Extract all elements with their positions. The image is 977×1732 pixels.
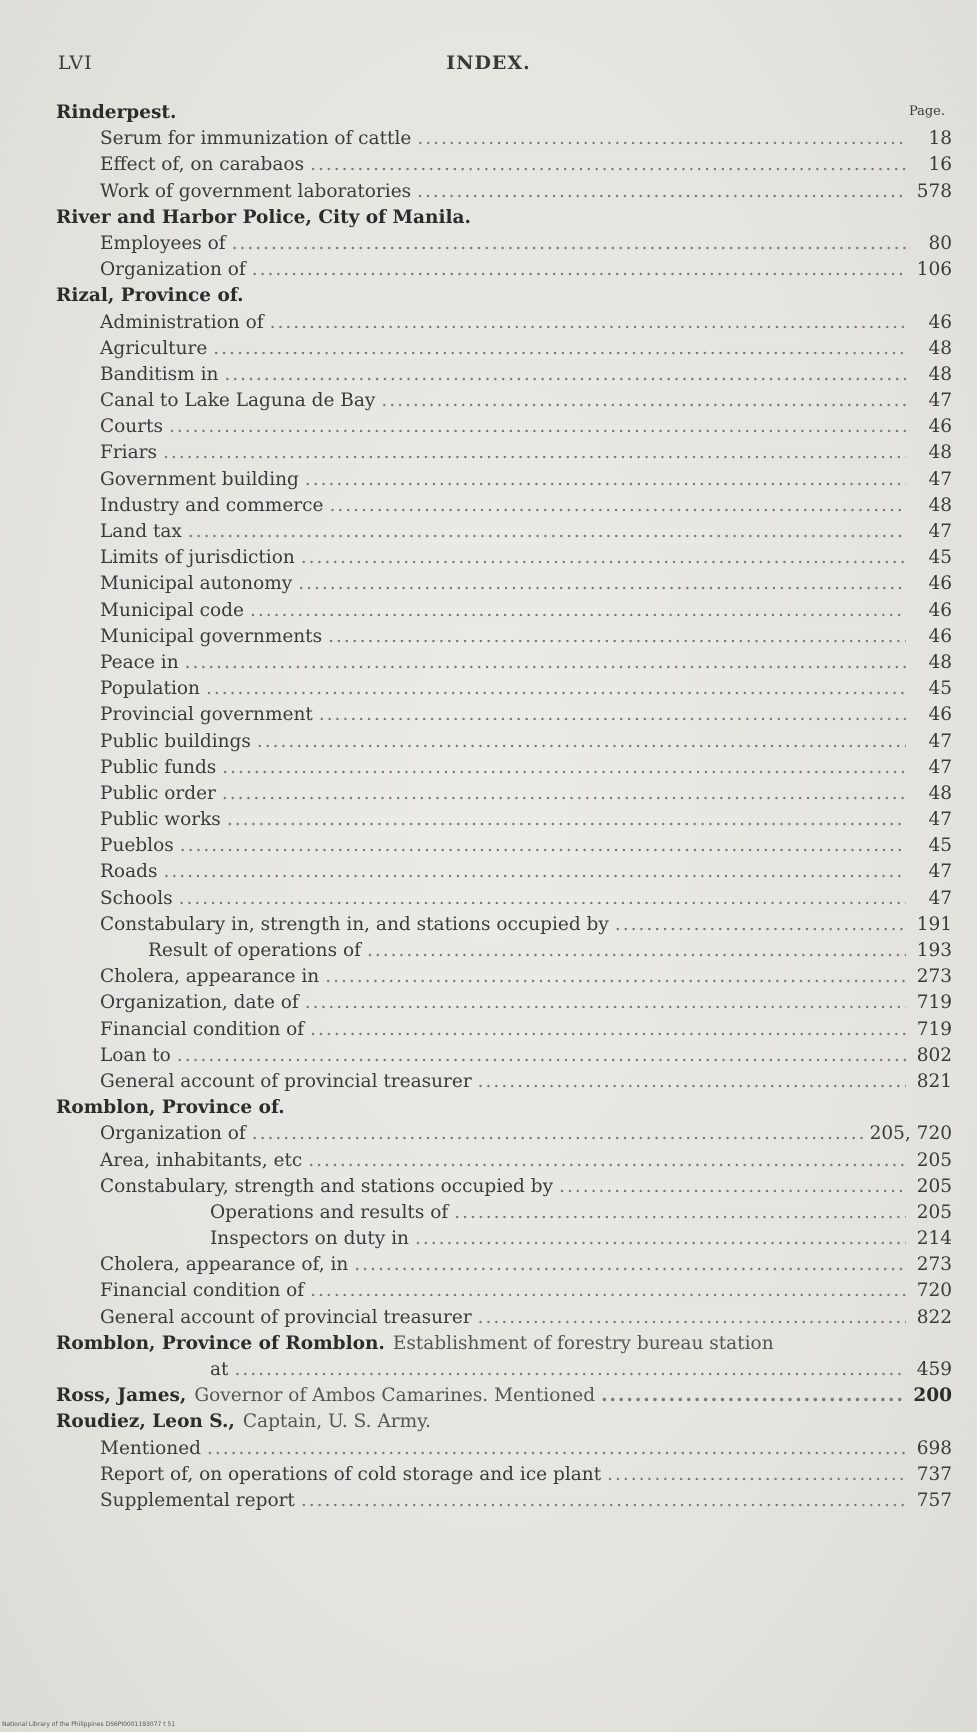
index-entry — [56, 1200, 952, 1226]
dot-leader — [415, 1226, 906, 1252]
entry-page-number: 822 — [916, 1306, 952, 1328]
dot-leader — [417, 126, 906, 152]
entry-page-number: 47 — [928, 756, 952, 778]
entry-page-number: 48 — [928, 782, 952, 804]
index-heading — [56, 100, 952, 126]
dot-leader — [559, 1174, 906, 1200]
index-entry — [56, 1148, 952, 1174]
index-entry — [56, 1069, 952, 1095]
index-entry — [56, 886, 952, 912]
dot-leader — [222, 781, 906, 807]
entry-page-number: 719 — [916, 992, 952, 1014]
dot-leader — [169, 414, 906, 440]
index-entry — [56, 912, 952, 938]
index-heading — [56, 205, 952, 231]
index-heading — [56, 1409, 952, 1435]
index-entry — [56, 1436, 952, 1462]
dot-leader — [234, 1357, 906, 1383]
dot-leader — [454, 1200, 906, 1226]
index-entry — [56, 755, 952, 781]
index-entry — [56, 1252, 952, 1278]
index-entry — [56, 729, 952, 755]
entry-label: Agriculture — [100, 337, 208, 359]
entry-page-number: 459 — [916, 1359, 952, 1380]
page-column-label: Page. — [908, 104, 945, 119]
dot-leader — [354, 1252, 906, 1278]
entry-label: Municipal code — [100, 599, 244, 621]
entry-label: Inspectors on duty in — [210, 1228, 409, 1250]
entry-label: Public works — [100, 809, 221, 831]
index-entry — [56, 938, 952, 964]
entry-page-number: 47 — [928, 468, 952, 490]
entry-page-number: 205, 720 — [869, 1123, 952, 1145]
entry-page-number: 273 — [916, 966, 952, 988]
heading-text: Romblon, Province of. — [56, 1097, 285, 1119]
dot-leader — [478, 1069, 906, 1095]
page-header — [58, 52, 919, 82]
dot-leader — [305, 990, 906, 1016]
dot-leader — [417, 179, 906, 205]
entry-label: Roads — [100, 861, 158, 883]
entry-label: Financial condition of — [100, 1280, 305, 1302]
entry-page-number: 46 — [928, 416, 952, 438]
dot-leader — [310, 1017, 906, 1043]
entry-label: Loan to — [100, 1044, 171, 1066]
index-entry — [56, 257, 952, 283]
entry-page-number: 757 — [916, 1489, 952, 1511]
index-entry — [56, 964, 952, 990]
heading-subtext: Establishment of forestry bureau station — [392, 1332, 774, 1354]
entry-label: Financial condition of — [100, 1018, 305, 1040]
dot-leader — [308, 1148, 906, 1174]
index-entry — [56, 1488, 952, 1514]
entry-page-number: 47 — [928, 861, 952, 883]
entry-page-number: 720 — [916, 1280, 952, 1302]
entry-label: Administration of — [100, 311, 264, 333]
entry-page-number: 200 — [913, 1385, 952, 1407]
heading-text: Roudiez, Leon S., — [56, 1411, 235, 1433]
entry-label: Land tax — [100, 521, 182, 542]
entry-label: General account of provincial treasurer — [100, 1070, 472, 1092]
dot-leader — [227, 807, 906, 833]
entry-page-number: 106 — [916, 259, 952, 281]
entry-label: Municipal governments — [100, 625, 323, 647]
index-heading — [56, 1331, 952, 1357]
index-entry — [56, 126, 952, 152]
dot-leader — [252, 257, 906, 283]
index-entry — [56, 571, 952, 597]
entry-label: Cholera, appearance in — [100, 966, 320, 988]
entry-label: Friars — [100, 442, 157, 464]
entry-page-number: 191 — [916, 913, 952, 935]
index-entry — [56, 833, 952, 859]
index-entry — [56, 231, 952, 257]
entry-label: Organization of — [100, 259, 246, 281]
entry-page-number: 46 — [928, 573, 952, 595]
entry-label: Supplemental report — [100, 1489, 295, 1511]
index-entry — [56, 1462, 952, 1488]
dot-leader — [185, 650, 906, 676]
index-entry — [56, 990, 952, 1016]
page-number: LVI — [58, 52, 93, 74]
dot-leader — [206, 676, 906, 702]
index-entry — [56, 310, 952, 336]
index-entry — [56, 362, 952, 388]
index-entry — [56, 1043, 952, 1069]
index-entry — [56, 676, 952, 702]
entry-page-number: 18 — [928, 128, 952, 150]
dot-leader — [319, 702, 906, 728]
heading-text: Rinderpest. — [56, 102, 177, 123]
index-entry — [56, 1121, 952, 1147]
entry-label: Pueblos — [100, 835, 174, 857]
entry-page-number: 46 — [928, 625, 952, 647]
dot-leader — [252, 1121, 864, 1147]
entry-page-number: 48 — [928, 442, 952, 464]
entry-label: Constabulary in, strength in, and stations occupied by — [100, 913, 609, 935]
dot-leader — [607, 1462, 906, 1488]
dot-leader — [224, 362, 906, 388]
entry-page-number: 45 — [928, 547, 952, 569]
entry-label: Population — [100, 678, 200, 700]
index-entry — [56, 1226, 952, 1252]
dot-leader — [329, 493, 906, 519]
dot-leader — [367, 938, 906, 964]
entry-label: Limits of jurisdiction — [100, 547, 295, 569]
entry-label: Mentioned — [100, 1437, 202, 1459]
dot-leader — [163, 440, 906, 466]
entry-label: Banditism in — [100, 363, 219, 385]
index-entry — [56, 336, 952, 362]
entry-label: Cholera, appearance of, in — [100, 1254, 349, 1276]
index-entry — [56, 624, 952, 650]
entry-page-number: 80 — [928, 232, 952, 254]
dot-leader — [298, 571, 906, 597]
entry-page-number: 273 — [916, 1254, 952, 1276]
entry-page-number: 578 — [916, 180, 952, 202]
heading-text: Romblon, Province of Romblon. — [56, 1332, 385, 1354]
heading-text: River and Harbor Police, City of Manila. — [56, 206, 471, 228]
entry-page-number: 46 — [928, 599, 952, 621]
entry-label: Organization, date of — [100, 992, 299, 1014]
entry-page-number: 205 — [916, 1149, 952, 1171]
index-entry — [56, 1174, 952, 1200]
dot-leader — [615, 912, 906, 938]
dot-leader — [232, 231, 906, 257]
index-entries — [56, 100, 952, 1514]
dot-leader — [305, 467, 906, 493]
dot-leader — [188, 519, 906, 545]
entry-label: Work of government laboratories — [100, 180, 412, 202]
entry-page-number: 48 — [928, 651, 952, 673]
index-entry — [56, 179, 952, 205]
entry-label: Organization of — [100, 1123, 246, 1145]
entry-label: Government building — [100, 468, 299, 490]
entry-page-number: 48 — [928, 363, 952, 385]
entry-page-number: 47 — [928, 730, 952, 752]
entry-label: Effect of, on carabaos — [100, 154, 305, 176]
entry-label: Canal to Lake Laguna de Bay — [100, 390, 376, 412]
dot-leader — [478, 1305, 906, 1331]
entry-page-number: 47 — [928, 887, 952, 909]
dot-leader — [177, 1043, 906, 1069]
entry-label — [56, 1383, 595, 1409]
entry-label: at — [210, 1359, 229, 1380]
entry-label: Public order — [100, 782, 216, 804]
page-title: INDEX. — [446, 52, 531, 74]
dot-leader — [213, 336, 906, 362]
index-entry — [56, 152, 952, 178]
entry-page-number: 214 — [916, 1228, 952, 1250]
dot-leader — [601, 1383, 906, 1409]
entry-label: Result of operations of — [148, 940, 361, 961]
index-entry — [56, 1305, 952, 1331]
entry-page-number: 47 — [928, 390, 952, 412]
dot-leader — [325, 964, 906, 990]
dot-leader — [270, 310, 906, 336]
entry-label: Area, inhabitants, etc — [100, 1149, 303, 1171]
dot-leader — [328, 624, 906, 650]
index-entry — [56, 440, 952, 466]
index-entry — [56, 467, 952, 493]
entry-page-number: 737 — [916, 1463, 952, 1485]
dot-leader — [310, 1278, 906, 1304]
entry-label: Industry and commerce — [100, 494, 324, 516]
index-entry — [56, 493, 952, 519]
entry-page-number: 45 — [928, 678, 952, 700]
footer-caption: National Library of the Philippines DS6PI0001193077 t 51 — [2, 1721, 176, 1728]
entry-label: Municipal autonomy — [100, 573, 293, 595]
entry-label: Peace in — [100, 651, 179, 673]
entry-label: Report of, on operations of cold storage and ice plant — [100, 1463, 602, 1485]
entry-label: Public buildings — [100, 730, 251, 752]
entry-label: Public funds — [100, 756, 217, 778]
index-entry — [56, 1278, 952, 1304]
index-entry — [56, 1357, 952, 1383]
index-entry — [56, 598, 952, 624]
dot-leader — [179, 886, 906, 912]
index-entry — [56, 702, 952, 728]
entry-page-number: 48 — [928, 337, 952, 359]
dot-leader — [257, 729, 906, 755]
index-entry — [56, 859, 952, 885]
index-entry — [56, 781, 952, 807]
heading-subtext: Captain, U. S. Army. — [242, 1411, 432, 1433]
dot-leader — [207, 1436, 906, 1462]
entry-page-number: 48 — [928, 494, 952, 516]
entry-page-number: 821 — [916, 1070, 952, 1092]
entry-page-number: 193 — [916, 940, 952, 961]
dot-leader — [163, 859, 906, 885]
entry-page-number: 719 — [916, 1018, 952, 1040]
entry-label: Provincial government — [100, 704, 313, 726]
dot-leader — [222, 755, 906, 781]
index-heading — [56, 283, 952, 309]
entry-page-number: 46 — [928, 311, 952, 333]
heading-text: Rizal, Province of. — [56, 285, 244, 307]
entry-page-number: 16 — [928, 154, 952, 176]
entry-label: Serum for immunization of cattle — [100, 128, 412, 150]
dot-leader — [250, 598, 906, 624]
entry-label: Courts — [100, 416, 163, 438]
entry-label: Schools — [100, 887, 173, 909]
entry-page-number: 698 — [916, 1437, 952, 1459]
entry-label: Employees of — [100, 232, 226, 254]
entry-label: Constabulary, strength and stations occupied by — [100, 1175, 554, 1197]
entry-page-number: 46 — [928, 704, 952, 726]
index-entry — [56, 388, 952, 414]
entry-page-number: 205 — [916, 1201, 952, 1223]
entry-page-number: 205 — [916, 1175, 952, 1197]
index-entry — [56, 519, 952, 545]
entry-page-number: 802 — [916, 1044, 952, 1066]
entry-page-number: 47 — [928, 521, 952, 542]
index-entry — [56, 1383, 952, 1409]
dot-leader — [180, 833, 906, 859]
dot-leader — [381, 388, 906, 414]
dot-leader — [301, 1488, 906, 1514]
index-heading — [56, 1095, 952, 1121]
index-entry — [56, 650, 952, 676]
index-entry — [56, 807, 952, 833]
entry-label: Operations and results of — [210, 1201, 449, 1223]
index-entry — [56, 414, 952, 440]
index-entry — [56, 545, 952, 571]
dot-leader — [301, 545, 906, 571]
dot-leader — [310, 152, 906, 178]
index-entry — [56, 1017, 952, 1043]
entry-page-number: 45 — [928, 835, 952, 857]
heading-subtext: Governor of Ambos Camarines. Mentioned — [194, 1385, 596, 1407]
entry-page-number: 47 — [928, 809, 952, 831]
heading-text: Ross, James, — [56, 1385, 187, 1407]
entry-label: General account of provincial treasurer — [100, 1306, 472, 1328]
